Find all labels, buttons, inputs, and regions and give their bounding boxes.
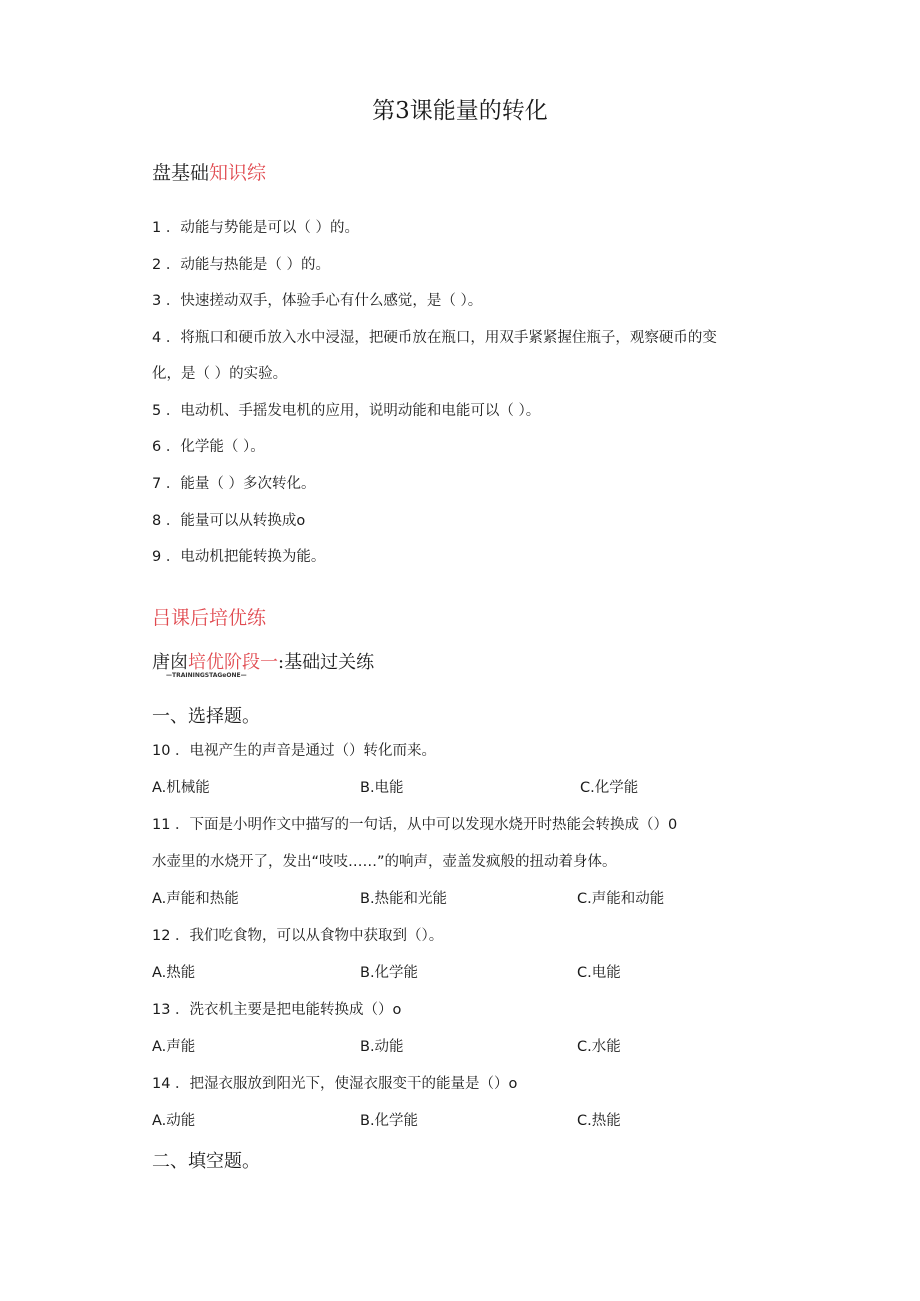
knowledge-item: 6 ．化学能（ ）。 <box>152 439 265 455</box>
knowledge-item: 7 ．能量（ ）多次转化。 <box>152 476 316 492</box>
question-text: 13 ．洗衣机主要是把电能转换成（）o <box>152 1002 402 1018</box>
section-heading-prefix: 盘基础 <box>152 162 210 184</box>
option-a: A.机械能 <box>152 780 210 796</box>
knowledge-item-continuation: 化，是（ ）的实验。 <box>152 366 288 382</box>
question-text: 10 ．电视产生的声音是通过（）转化而来。 <box>152 743 437 759</box>
option-b: B.热能和光能 <box>360 891 448 907</box>
option-b: B.电能 <box>360 780 404 796</box>
page-title: 第3课能量的转化 <box>372 98 548 124</box>
knowledge-item: 1 ．动能与势能是可以（ ）的。 <box>152 220 359 236</box>
option-a: A.热能 <box>152 965 196 981</box>
question-text: 11 ．下面是小明作文中描写的一句话，从中可以发现水烧开时热能会转换成（）0 <box>152 817 678 833</box>
knowledge-item: 2 ．动能与热能是（ ）的。 <box>152 257 330 273</box>
option-c: C.化学能 <box>580 780 639 796</box>
option-b: B.化学能 <box>360 1113 419 1129</box>
option-a: A.声能 <box>152 1039 196 1055</box>
option-c: C.电能 <box>577 965 621 981</box>
option-c: C.热能 <box>577 1113 621 1129</box>
part-heading-choice: 一、选择题。 <box>152 706 260 727</box>
knowledge-item: 3 ．快速搓动双手，体验手心有什么感觉，是（ ）。 <box>152 293 483 309</box>
option-b: B.动能 <box>360 1039 404 1055</box>
section-heading-knowledge <box>152 158 266 185</box>
option-a: A.动能 <box>152 1113 196 1129</box>
stage-heading-stage: 培优阶段一 <box>188 652 278 673</box>
part-heading-fill: 二、填空题。 <box>152 1151 260 1172</box>
question-text: 14 ．把湿衣服放到阳光下，使湿衣服变干的能量是（）o <box>152 1076 518 1092</box>
knowledge-item: 8 ．能量可以从转换成o <box>152 513 306 529</box>
section-heading-suffix: 知识综 <box>209 162 267 184</box>
stage-heading <box>152 648 374 674</box>
stage-heading-suffix: :基础过关练 <box>278 652 375 673</box>
section-heading-practice: 吕课后培优练 <box>152 607 267 629</box>
option-c: C.水能 <box>577 1039 621 1055</box>
question-quote: 水壶里的水烧开了，发出“吱吱……”的响声，壶盖发疯般的扭动着身体。 <box>152 854 617 870</box>
stage-subtitle: —TRAININGSTAGeONE— <box>166 672 247 679</box>
knowledge-item: 5 ．电动机、手摇发电机的应用，说明动能和电能可以（ ）。 <box>152 403 541 419</box>
knowledge-item: 9 ．电动机把能转换为能。 <box>152 549 326 565</box>
option-a: A.声能和热能 <box>152 891 239 907</box>
knowledge-item: 4 ．将瓶口和硬币放入水中浸湿，把硬币放在瓶口，用双手紧紧握住瓶子，观察硬币的变 <box>152 330 717 346</box>
stage-heading-prefix: 唐囱 <box>152 652 188 673</box>
option-b: B.化学能 <box>360 965 419 981</box>
question-text: 12 ．我们吃食物，可以从食物中获取到（）。 <box>152 928 444 944</box>
option-c: C.声能和动能 <box>577 891 665 907</box>
